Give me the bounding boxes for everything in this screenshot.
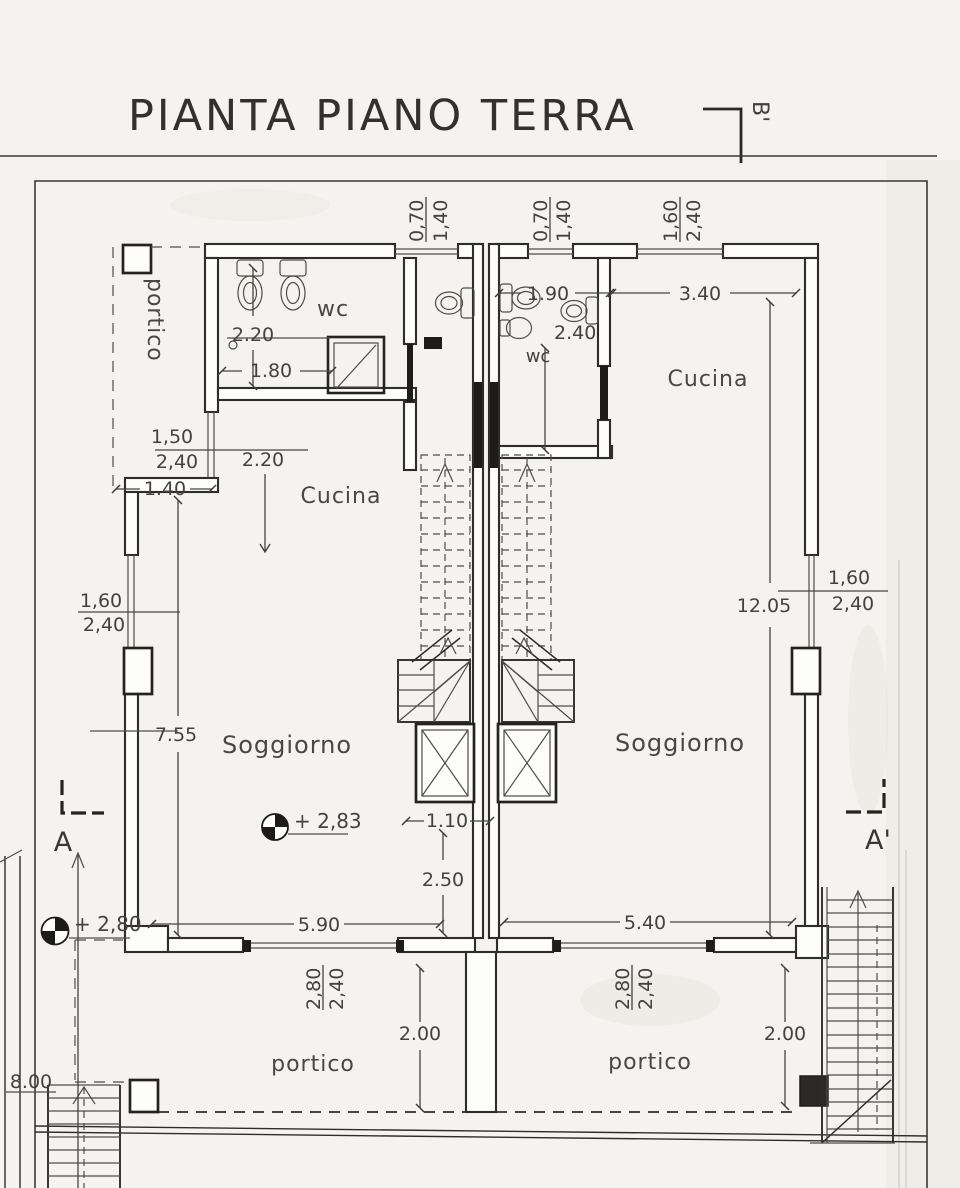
bidet xyxy=(237,260,263,310)
svg-text:2,40: 2,40 xyxy=(683,199,705,242)
svg-text:2,40: 2,40 xyxy=(82,614,126,636)
svg-text:2.40: 2.40 xyxy=(554,322,597,344)
page-title: PIANTA PIANO TERRA xyxy=(128,91,637,141)
svg-text:2.20: 2.20 xyxy=(241,449,285,471)
dim-door-bottom-left xyxy=(303,965,348,1010)
svg-text:2.20: 2.20 xyxy=(231,324,275,346)
svg-text:2,40: 2,40 xyxy=(831,593,875,615)
label-cucina-right: Cucina xyxy=(667,367,749,392)
svg-text:2,80: 2,80 xyxy=(612,967,634,1010)
svg-text:8.00: 8.00 xyxy=(9,1071,53,1093)
svg-text:5.40: 5.40 xyxy=(623,912,667,934)
section-a-prime-label: A' xyxy=(865,825,891,856)
winder-steps xyxy=(398,660,470,722)
svg-text:2.00: 2.00 xyxy=(763,1023,807,1045)
section-b-label: B' xyxy=(747,101,772,123)
svg-text:2.00: 2.00 xyxy=(398,1023,442,1045)
section-a-label: A xyxy=(53,827,73,858)
level-soggiorno xyxy=(262,809,362,840)
portico-divider-wall xyxy=(466,952,496,1112)
dim-interior-left-height xyxy=(90,500,197,935)
label-cucina-left: Cucina xyxy=(300,484,382,509)
shutter-box-right xyxy=(792,648,820,694)
dim-wc-right-depth xyxy=(545,322,596,450)
portico-pillar-bottom-left xyxy=(130,1080,158,1112)
dim-wc-right-width xyxy=(499,283,610,305)
label-portico-bottom-right: portico xyxy=(608,1050,692,1075)
window-top-middle xyxy=(528,249,573,254)
svg-text:1,50: 1,50 xyxy=(150,426,194,448)
dim-window-upper-left xyxy=(151,426,308,473)
label-soggiorno-right: Soggiorno xyxy=(614,729,746,757)
window-right-wall xyxy=(809,555,814,648)
svg-text:2,40: 2,40 xyxy=(326,967,348,1010)
door-bottom-left xyxy=(243,940,404,952)
svg-text:1,60: 1,60 xyxy=(660,199,682,242)
window-top-right xyxy=(637,249,723,254)
dim-top-window-left xyxy=(406,197,452,242)
label-portico-side: portico xyxy=(142,278,167,362)
dim-soggiorno-right-offset xyxy=(422,833,464,933)
winder-steps xyxy=(502,660,574,722)
bidet xyxy=(500,318,532,339)
svg-text:1,60: 1,60 xyxy=(79,590,123,612)
label-portico-bottom-left: portico xyxy=(271,1052,355,1077)
toilet-hall xyxy=(436,288,475,318)
door-leaf xyxy=(600,366,608,420)
shutter-box-left xyxy=(124,648,152,694)
window-left-wall xyxy=(128,555,134,648)
svg-text:1,60: 1,60 xyxy=(827,567,871,589)
window-top-left xyxy=(395,249,458,254)
svg-text:0,70: 0,70 xyxy=(406,199,428,242)
dim-top-window-right xyxy=(660,197,705,242)
svg-text:1.90: 1.90 xyxy=(526,283,570,305)
toilet xyxy=(280,260,306,310)
party-wall xyxy=(473,244,499,938)
exterior-stair-bottom-right xyxy=(810,887,895,1143)
dim-soggiorno-left-width xyxy=(152,914,440,936)
svg-text:1,40: 1,40 xyxy=(430,199,452,242)
shaft-right xyxy=(498,724,556,802)
svg-text:7.55: 7.55 xyxy=(154,724,198,746)
svg-text:3.40: 3.40 xyxy=(678,283,722,305)
window-upper-left-wall xyxy=(208,412,214,486)
level-value: + 2,83 xyxy=(294,809,362,833)
door-leaf xyxy=(407,344,413,402)
door-bottom-right xyxy=(553,940,714,952)
dim-top-window-middle xyxy=(530,197,575,242)
dim-window-left xyxy=(78,590,180,636)
svg-text:5.90: 5.90 xyxy=(297,914,341,936)
label-wc-left: wc xyxy=(316,297,350,322)
svg-text:2,40: 2,40 xyxy=(635,967,657,1010)
level-value: + 2,80 xyxy=(74,912,142,936)
exterior-stair-bottom-left xyxy=(48,1085,120,1188)
paper-artifacts xyxy=(170,160,960,1188)
section-b-mark xyxy=(703,109,741,163)
door-leaf xyxy=(424,337,442,349)
svg-text:1.10: 1.10 xyxy=(425,810,469,832)
dim-site-left xyxy=(6,853,84,1188)
svg-text:1.80: 1.80 xyxy=(249,360,293,382)
stair-right xyxy=(502,455,574,722)
site-works xyxy=(0,850,927,1188)
label-wc-right: wc xyxy=(525,346,551,367)
dim-portico-left-depth xyxy=(399,968,441,1108)
dim-soggiorno-right-width xyxy=(504,912,792,934)
dim-shower xyxy=(222,360,332,382)
shower-box xyxy=(328,337,384,393)
shaft-left xyxy=(416,724,474,802)
dim-cucina-left-depth xyxy=(242,449,284,552)
svg-text:1,40: 1,40 xyxy=(553,199,575,242)
portico-pillar-top-left xyxy=(123,245,151,273)
svg-text:2,80: 2,80 xyxy=(303,967,325,1010)
svg-text:12.05: 12.05 xyxy=(736,595,792,617)
dim-interior-right-height xyxy=(737,302,791,935)
dim-door-bottom-right xyxy=(612,965,657,1010)
portico-pillar-bottom-right xyxy=(800,1076,828,1106)
svg-text:1.40: 1.40 xyxy=(143,478,187,500)
svg-text:0,70: 0,70 xyxy=(530,199,552,242)
section-a-mark xyxy=(62,780,104,813)
dim-window-right xyxy=(778,567,888,615)
svg-text:2.50: 2.50 xyxy=(421,869,465,891)
stair-left xyxy=(398,455,470,722)
svg-text:2,40: 2,40 xyxy=(155,451,199,473)
dim-cucina-right-width xyxy=(612,283,796,305)
label-soggiorno-left: Soggiorno xyxy=(221,731,353,759)
